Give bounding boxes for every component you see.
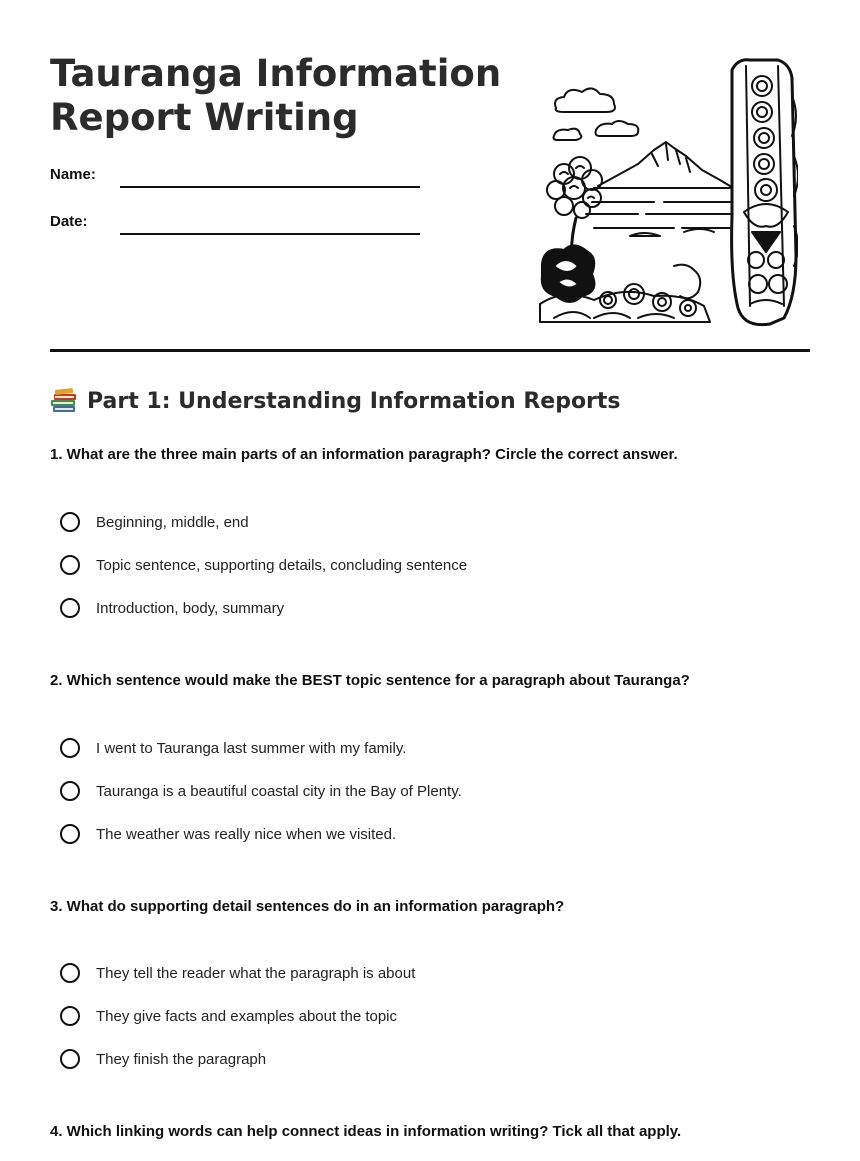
q3-option-2[interactable] <box>60 1006 397 1026</box>
q1-option-3-circle[interactable] <box>60 598 80 618</box>
q3-option-2-label: They give facts and examples about the topic <box>96 1007 398 1025</box>
part1-heading <box>50 388 621 414</box>
q3-option-1[interactable] <box>60 963 415 983</box>
q3-option-1-circle[interactable] <box>60 963 80 983</box>
q2-option-2-label: Tauranga is a beautiful coastal city in the Bay of Plenty. <box>96 782 462 800</box>
title-line-1: Tauranga Information <box>50 52 502 95</box>
q3-option-3[interactable] <box>60 1049 266 1069</box>
q2-option-2[interactable] <box>60 781 462 801</box>
q1-option-2[interactable] <box>60 555 467 575</box>
header-divider <box>50 349 810 352</box>
q2-option-3-label: The weather was really nice when we visited. <box>96 825 397 843</box>
question-3: 3. What do supporting detail sentences do in an information paragraph? <box>50 898 565 915</box>
q2-option-1[interactable] <box>60 738 406 758</box>
part1-heading-text: Part 1: Understanding Information Reports <box>87 388 621 414</box>
q1-option-2-circle[interactable] <box>60 555 80 575</box>
q2-option-3-circle[interactable] <box>60 824 80 844</box>
title-line-2: Report Writing <box>50 96 359 139</box>
name-field-line[interactable] <box>120 186 420 188</box>
q3-option-2-circle[interactable] <box>60 1006 80 1026</box>
question-4: 4. Which linking words can help connect ideas in information writing? Tick all that apply. <box>50 1123 682 1140</box>
tauranga-landscape-carving-illustration <box>534 56 798 328</box>
date-field-line[interactable] <box>120 233 420 235</box>
q2-option-2-circle[interactable] <box>60 781 80 801</box>
q1-option-3[interactable] <box>60 598 284 618</box>
books-icon <box>50 388 78 414</box>
q1-option-1-circle[interactable] <box>60 512 80 532</box>
name-label: Name: <box>50 166 96 183</box>
q1-option-3-label: Introduction, body, summary <box>96 599 285 617</box>
q1-option-2-label: Topic sentence, supporting details, concluding sentence <box>96 556 468 574</box>
q1-option-1[interactable] <box>60 512 249 532</box>
q3-option-1-label: They tell the reader what the paragraph is about <box>96 964 416 982</box>
q3-option-3-label: They finish the paragraph <box>96 1050 267 1068</box>
q2-option-1-circle[interactable] <box>60 738 80 758</box>
question-2: 2. Which sentence would make the BEST topic sentence for a paragraph about Tauranga? <box>50 672 690 689</box>
q2-option-3[interactable] <box>60 824 396 844</box>
date-label: Date: <box>50 213 88 230</box>
q3-option-3-circle[interactable] <box>60 1049 80 1069</box>
q1-option-1-label: Beginning, middle, end <box>96 513 249 531</box>
question-1: 1. What are the three main parts of an information paragraph? Circle the correct answer. <box>50 446 678 463</box>
worksheet-title <box>50 52 520 140</box>
q2-option-1-label: I went to Tauranga last summer with my family. <box>96 739 407 757</box>
